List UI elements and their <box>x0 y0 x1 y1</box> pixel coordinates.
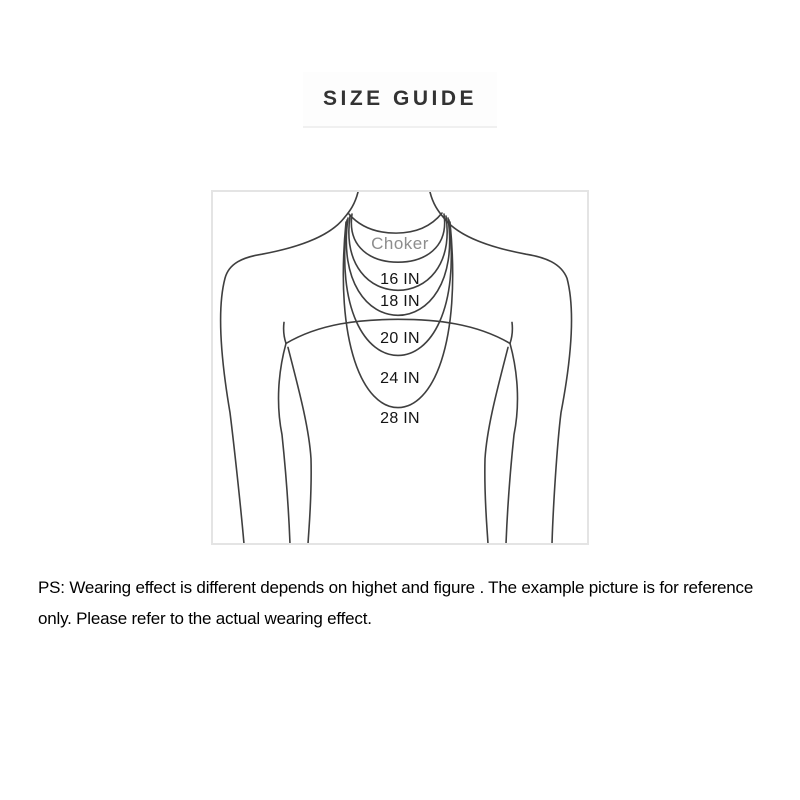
disclaimer-line-1: PS: Wearing effect is different depends on highet and figure . The example picture is for reference <box>38 578 754 597</box>
necklace-arc-16in <box>351 214 444 262</box>
label-choker: Choker <box>371 234 429 253</box>
left-neck-shoulder-arm-outline <box>221 192 358 543</box>
title-block <box>303 72 497 128</box>
left-body-side-line <box>288 347 311 543</box>
torso-illustration <box>213 192 587 543</box>
label-16-inch: 16 IN <box>380 271 420 288</box>
label-24-inch: 24 IN <box>380 370 420 387</box>
size-chart-figure <box>211 190 589 545</box>
disclaimer-line-2: only. Please refer to the actual wearing effect. <box>38 609 372 628</box>
necklace-arc-18in <box>349 216 447 290</box>
page-title: SIZE GUIDE <box>322 87 478 110</box>
label-18-inch: 18 IN <box>380 293 420 310</box>
label-28-inch: 28 IN <box>380 410 420 427</box>
necklace-arc-24in <box>345 220 452 355</box>
disclaimer-note <box>38 572 783 634</box>
left-inner-arm-line <box>279 343 290 543</box>
garment-neckline <box>284 319 513 343</box>
right-inner-arm-line <box>506 343 517 543</box>
necklace-arc-choker <box>349 213 442 233</box>
right-body-side-line <box>485 347 508 543</box>
label-20-inch: 20 IN <box>380 330 420 347</box>
